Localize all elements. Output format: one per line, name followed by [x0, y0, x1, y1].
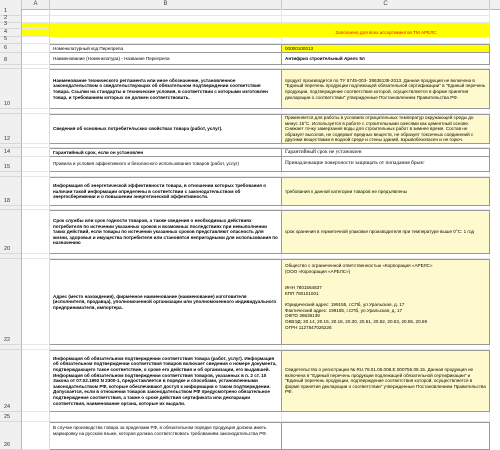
field-value: Свидетельство о регистрации № RU.78.01.05.008.Е.000755.08.15. Данная продукция не включена в "Единый перечень продукции подлежащей обязательной сертификации" и "Единый перечень продукции, подтверждение соответствия которой, осуществляется в форме принятия декларации о соответствии" утвержденные Постановлением Правительства РФ. — [285, 367, 486, 395]
field-value: срок хранения в герметичной упаковке производителя при температуре выше 0°С: 1 год — [285, 229, 475, 235]
row-number[interactable]: 15 — [0, 157, 22, 172]
fill-note: Заполнено для всех ассортиментов ТМ АРЕЛС — [335, 30, 437, 36]
cell-a[interactable] — [22, 16, 50, 23]
cell-c[interactable] — [282, 29, 490, 37]
row-number[interactable]: 2 — [0, 16, 22, 23]
cell-a[interactable] — [22, 177, 50, 206]
field-label: Срок службы или срок годности товаров, а также сведения о необходимых действиях потребителя по истечении указанных сроков и возможных последствиях при невыполнении таких действий, если товары по истечении указанных сроков представляют опасность для жизни, здоровья и имущества потребителя или становятся непригодными для использования по назначению — [53, 218, 278, 246]
cell-c[interactable] — [282, 210, 490, 254]
row-number[interactable]: 4 — [0, 29, 22, 37]
field-value: Принадлежащие поверхности защищать от попадания брызг — [285, 160, 425, 167]
cell-c[interactable] — [282, 9, 490, 16]
table-row — [0, 53, 500, 65]
cell-c[interactable] — [282, 412, 490, 422]
table-row — [0, 148, 500, 157]
cell-c[interactable] — [282, 259, 490, 345]
table-row — [0, 114, 500, 144]
cell-c[interactable] — [282, 422, 490, 450]
cell-a[interactable] — [22, 37, 50, 44]
cell-b[interactable] — [50, 148, 282, 157]
cell-c[interactable] — [282, 16, 490, 23]
cell-a[interactable] — [22, 44, 50, 53]
field-label: Информация об энергетической эффективности товара, в отношении которых требования о наличии такой информации определены в соответствии с законодательством об энергосбережении и о повышении энергетической эффективности. — [53, 183, 267, 200]
cell-a[interactable] — [22, 53, 50, 65]
cell-a[interactable] — [22, 9, 50, 16]
product-name: Антифриз строительный Арелс 5л — [285, 55, 365, 61]
product-code: 00000100013 — [285, 45, 314, 51]
row-number[interactable]: 10 — [0, 69, 22, 109]
table-row — [0, 37, 500, 44]
field-label: Информация об обязательном подтверждении соответствия товара (работ, услуг). Информация об обязательном подтверждении соответствия товаров включает сведения о номере документа, подтверждающего такое соответствие, о сроке его действия и об организации, его выдавшей. Информация об обязательном подтверждении соответствия товаров, указанных в п. 2 ст. 10 Закона от 07.02.1992 N 2300-1, предоставляется в порядке и способами, установленными законодательством РФ, которые обеспечивают доступ к информации о таком подтверждении. Допускается, если в отношении товаров законодательством РФ предусмотрено обязательное подтверждение соответствия, а также о сроке действия сертификата или декларации соответствия, наименование органа, которые их выдали. — [53, 355, 277, 406]
row-number[interactable]: 14 — [0, 148, 22, 157]
field-label: Адрес (место нахождения), фирменное наименование (наименование) изготовителя (исполнителя, продавца), уполномоченной организации или уполномоченного индивидуального предпринимателя, импортера. — [53, 293, 277, 310]
cell-a[interactable] — [22, 350, 50, 412]
cell-c[interactable] — [282, 157, 490, 172]
table-row — [0, 422, 500, 450]
cell-b[interactable] — [50, 29, 282, 37]
cell-b[interactable] — [50, 177, 282, 206]
cell-b[interactable] — [50, 157, 282, 172]
row-number[interactable]: 5 — [0, 37, 22, 44]
cell-a[interactable] — [22, 157, 50, 172]
table-row — [0, 9, 500, 16]
field-value: Применяется для работы в условиях отрицательных температур окружающей среды до минус 15°С. Используется в работе с строительными смесями как цементный основе. Снижает точку замерзания воды для строительных работ в зимнее время. Состав не образует высолов, не содержит вредных веществ, не образует токсичных соединений с другими веществами в водной среде и стены зданий, взрывобезопасен и не горюч. — [285, 115, 474, 143]
row-number[interactable]: 18 — [0, 177, 22, 206]
field-value: продукт производится по ТУ 5745-003- 38636139-2013. Данная продукция не включена в "Единый перечень продукции подлежащей обязательной сертификации" в "Единый перечень продукции, подтверждение соответствия которой, осуществляется в форме принятия декларации о соответствии" утвержденные Постановлением Правительства РФ. — [285, 77, 486, 100]
table-row — [0, 177, 500, 206]
cell-c[interactable] — [282, 148, 490, 157]
cell-a[interactable] — [22, 114, 50, 144]
column-header-b[interactable]: B — [50, 0, 282, 9]
cell-c[interactable] — [282, 177, 490, 206]
cell-b[interactable] — [50, 350, 282, 412]
cell-b[interactable] — [50, 16, 282, 23]
column-header-c[interactable]: C — [282, 0, 490, 9]
cell-c[interactable] — [282, 37, 490, 44]
row-number[interactable]: 6 — [0, 44, 22, 53]
cell-a[interactable] — [22, 210, 50, 254]
row-number[interactable]: 8 — [0, 53, 22, 65]
table-row — [0, 412, 500, 422]
table-row — [0, 44, 500, 53]
field-label: Гарантийный срок, если он установлен — [53, 149, 144, 155]
row-number[interactable]: 12 — [0, 114, 22, 144]
cell-c[interactable] — [282, 53, 490, 65]
manufacturer-details: Общество с ограниченной ответственностью «Корпорация «АРЕЛС» (ООО «Корпорация «АРЕЛС») ИНН 7801564837 КПП 780101001 Юридический адрес: 199155, г.СПб, ул.Уральская, д. 17 Фактический адрес: 199155, г.СПб, ул.Уральская, д. 17 ОКПО 38636139 ОКВЭД: 20.14, 20.15, 20.16, 20.30, 20.51, 20.52, 20.53, 20.55, 20.59 ОГРН 1127847026226 — [285, 263, 433, 330]
table-row — [0, 350, 500, 412]
row-number[interactable]: 22 — [0, 259, 22, 345]
table-row — [0, 69, 500, 109]
table-row — [0, 16, 500, 23]
cell-b[interactable] — [50, 114, 282, 144]
field-label: В случае производства товара за пределами РФ, в обязательном порядке продукция должна иметь маркировку на русском языке, которая должна соответствовать требованиям законодательства РФ. — [53, 425, 268, 436]
row-number[interactable]: 3 — [0, 23, 22, 29]
field-label: Наименование (Номенклатура) - Название Перелрепа — [53, 55, 170, 61]
cell-a[interactable] — [22, 69, 50, 109]
cell-c[interactable] — [282, 69, 490, 109]
row-number[interactable]: 26 — [0, 422, 22, 450]
field-label: Наименование технического регламента или иное обозначение, установленное законодательством о сведательствующих об обязательном подтверждении соответствия товара. Ссылки на стандарты и технические условия, в соответствии с которыми изготовлен товар, и требованиям которых он должен соответствовать. — [53, 77, 268, 100]
cell-b[interactable] — [50, 412, 282, 422]
field-label: Правила и условия эффективного и безопасного использования товаров (работ, услуг) — [53, 161, 240, 167]
cell-b[interactable] — [50, 69, 282, 109]
table-row — [0, 29, 500, 37]
cell-b[interactable] — [50, 422, 282, 450]
column-header-next — [490, 0, 500, 9]
row-number[interactable]: 24 — [0, 350, 22, 412]
table-row — [0, 259, 500, 345]
field-label: Номенклатурный код Перелрепа — [53, 45, 124, 51]
cell-b[interactable] — [50, 259, 282, 345]
cell-a[interactable] — [22, 422, 50, 450]
cell-b[interactable] — [50, 44, 282, 53]
table-row — [0, 157, 500, 172]
cell-b[interactable] — [50, 210, 282, 254]
table-row — [0, 210, 500, 254]
field-value: требования к данной категории товаров не предъявлены — [285, 188, 408, 194]
column-header-a[interactable]: A — [22, 0, 50, 9]
row-number[interactable]: 20 — [0, 210, 22, 254]
cell-c[interactable] — [282, 114, 490, 144]
row-number[interactable]: 1 — [0, 9, 22, 16]
cell-a[interactable] — [22, 259, 50, 345]
field-value: Гарантийный срок не установлен — [285, 148, 362, 155]
cell-b[interactable] — [50, 53, 282, 65]
cell-a[interactable] — [22, 148, 50, 157]
cell-c[interactable] — [282, 44, 490, 53]
cell-a[interactable] — [22, 412, 50, 422]
row-number[interactable]: 25 — [0, 412, 22, 422]
cell-b[interactable] — [50, 37, 282, 44]
cell-c[interactable] — [282, 350, 490, 412]
field-label: Сведения об основных потребительских свойствах товара (работ, услуг). — [53, 126, 223, 132]
cell-a[interactable] — [22, 29, 50, 37]
cell-b[interactable] — [50, 9, 282, 16]
